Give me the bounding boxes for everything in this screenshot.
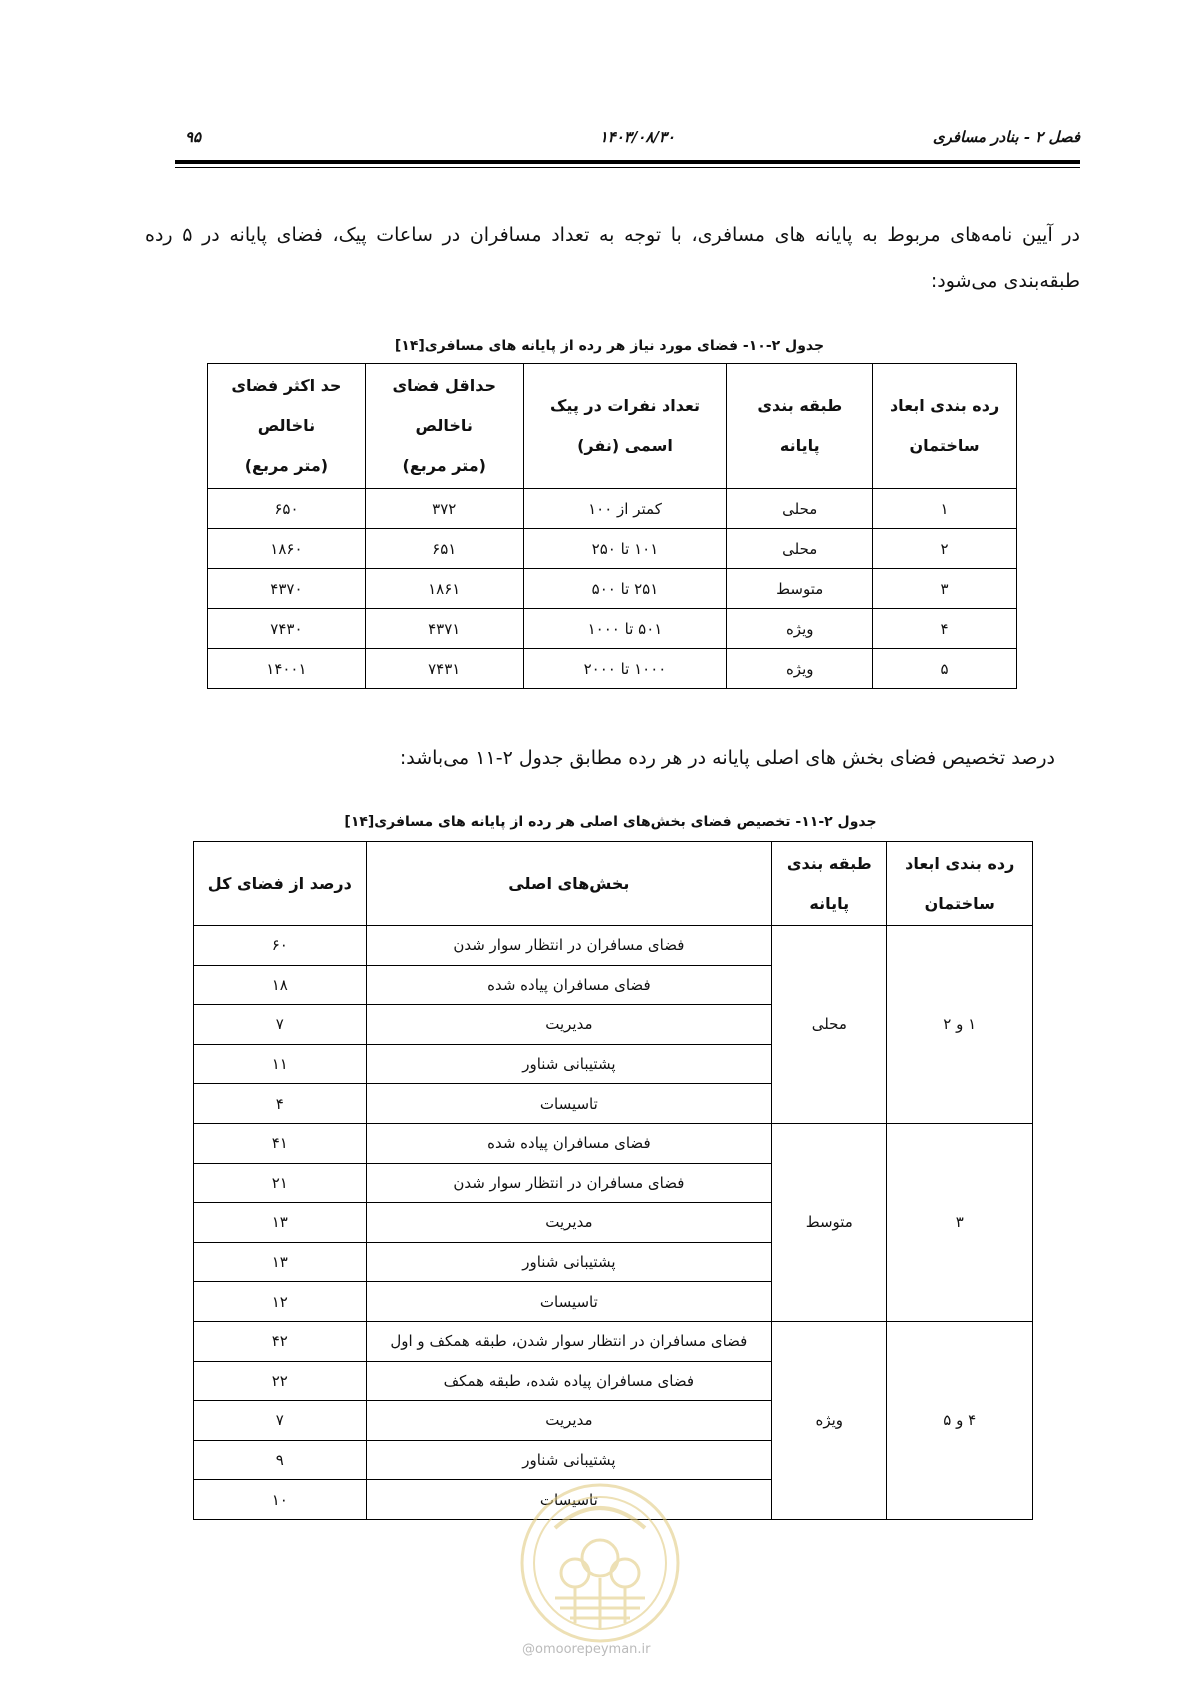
header-row [208,364,1017,489]
header-cell [365,364,523,489]
section-cell: فضای مسافران پیاده شده، طبقه همکف [366,1361,771,1401]
table-row [194,926,1033,966]
header-text: طبقه بندی [757,396,843,415]
section-cell: مدیریت [366,1401,771,1441]
section-cell: فضای مسافران در انتظار سوار شدن، طبقه همکف و اول [366,1321,771,1361]
percent-cell: ۱۸ [194,965,367,1005]
header-cell [873,364,1017,489]
header-text: پایانه [779,436,820,455]
header-text: حد اکثر فضای [231,376,342,395]
section-cell: مدیریت [366,1203,771,1243]
header-text: رده بندی ابعاد [905,853,1015,873]
table-cell: ۷۴۳۱ [365,649,523,689]
header-cell [772,842,887,926]
section-cell: تاسیسات [366,1480,771,1520]
header-rule-thick [175,160,1080,164]
allocation-paragraph: درصد تخصیص فضای بخش های اصلی پایانه در هر رده مطابق جدول ۲-۱۱ می‌باشد: [399,747,1055,769]
percent-cell: ۷ [194,1401,367,1441]
percent-cell: ۶۰ [194,926,367,966]
header-cell [727,364,873,489]
table-cell: ویژه [727,609,873,649]
section-cell: تاسیسات [366,1084,771,1124]
section-cell: فضای مسافران پیاده شده [366,1123,771,1163]
space-allocation-table [193,841,1033,1520]
section-cell: فضای مسافران در انتظار سوار شدن [366,1163,771,1203]
table-row [208,529,1017,569]
header-text: رده بندی ابعاد [889,396,1000,415]
percent-cell: ۲۲ [194,1361,367,1401]
header-text: حداقل فضای [392,376,496,395]
percent-cell: ۱۲ [194,1282,367,1322]
section-cell: مدیریت [366,1005,771,1045]
class-cell: ۴ و ۵ [887,1321,1033,1519]
table-cell: ۵ [873,649,1017,689]
header-date: ۱۴۰۳/۰۸/۳۰ [599,128,675,146]
chapter-title: فصل ۲ - بنادر مسافری [932,128,1080,146]
percent-cell: ۱۱ [194,1044,367,1084]
watermark-handle: @omoorepeyman.ir [522,1642,651,1657]
table2-caption: جدول ۲-۱۱- تخصیص فضای بخش‌های اصلی هر رده از پایانه های مسافری[۱۴] [344,814,877,830]
table-cell: ۳۷۲ [365,489,523,529]
table-cell: ۱۸۶۰ [208,529,366,569]
table-cell: محلی [727,489,873,529]
header-text: (متر مربع) [402,456,486,475]
percent-cell: ۲۱ [194,1163,367,1203]
header-cell [523,364,727,489]
table2-header [194,842,1033,926]
table-cell: ۶۵۱ [365,529,523,569]
type-cell: ویژه [772,1321,887,1519]
table1-caption: جدول ۲-۱۰- فضای مورد نیاز هر رده از پایانه های مسافری[۱۴] [394,338,825,354]
table-cell: ۱۰۰۰ تا ۲۰۰۰ [523,649,727,689]
header-rule-thin [175,167,1080,168]
section-cell: تاسیسات [366,1282,771,1322]
percent-cell: ۴۲ [194,1321,367,1361]
header-text: بخش‌های اصلی [508,873,630,893]
header-text: اسمی (نفر) [577,436,673,455]
intro-paragraph: در آیین نامه‌های مربوط به پایانه های مسافری، با توجه به تعداد مسافران در ساعات پیک، فضای پایانه در ۵ رده طبقه‌بندی می‌شود: [145,224,1080,292]
percent-cell: ۱۳ [194,1242,367,1282]
class-cell: ۱ و ۲ [887,926,1033,1124]
header-text: تعداد نفرات در پیک [549,396,701,415]
percent-cell: ۷ [194,1005,367,1045]
table-cell: ۵۰۱ تا ۱۰۰۰ [523,609,727,649]
percent-cell: ۴ [194,1084,367,1124]
header-text: ساختمان [924,893,995,913]
header-row [194,842,1033,926]
section-cell: فضای مسافران در انتظار سوار شدن [366,926,771,966]
watermark-logo-icon [515,1478,685,1648]
type-cell: محلی [772,926,887,1124]
section-cell: پشتیبانی شناور [366,1242,771,1282]
section-cell: پشتیبانی شناور [366,1440,771,1480]
header-cell [208,364,366,489]
percent-cell: ۱۰ [194,1480,367,1520]
terminal-space-table [207,363,1017,689]
table-row [208,569,1017,609]
table-row [208,609,1017,649]
table1-body [208,489,1017,689]
table-cell: ۲۵۱ تا ۵۰۰ [523,569,727,609]
table-cell: ۷۴۳۰ [208,609,366,649]
table-cell: ۴۳۷۱ [365,609,523,649]
table-row [194,1123,1033,1163]
page-header [175,128,1080,152]
table-row [208,489,1017,529]
table1-header [208,364,1017,489]
table-cell: ۱۸۶۱ [365,569,523,609]
table-cell: ۱۴۰۰۱ [208,649,366,689]
table-cell: ویژه [727,649,873,689]
percent-cell: ۱۳ [194,1203,367,1243]
header-text: ساختمان [909,436,980,455]
percent-cell: ۴۱ [194,1123,367,1163]
table2-body [194,926,1033,1520]
table-cell: ۱ [873,489,1017,529]
page-number: ۹۵ [185,128,202,146]
table-cell: کمتر از ۱۰۰ [523,489,727,529]
table-cell: ۴ [873,609,1017,649]
section-cell: فضای مسافران پیاده شده [366,965,771,1005]
type-cell: متوسط [772,1123,887,1321]
header-text: طبقه بندی [786,853,872,873]
table-cell: ۲ [873,529,1017,569]
header-text: (متر مربع) [244,456,329,475]
header-text: ناخالص [257,416,316,435]
table-row [208,649,1017,689]
header-cell [366,842,771,926]
section-cell: پشتیبانی شناور [366,1044,771,1084]
table-cell: ۴۳۷۰ [208,569,366,609]
table-cell: ۶۵۰ [208,489,366,529]
header-cell [194,842,367,926]
table-cell: ۳ [873,569,1017,609]
header-text: ناخالص [415,416,473,435]
header-cell [887,842,1033,926]
class-cell: ۳ [887,1123,1033,1321]
table-cell: ۱۰۱ تا ۲۵۰ [523,529,727,569]
table-cell: محلی [727,529,873,569]
header-text: پایانه [809,893,850,913]
table-cell: متوسط [727,569,873,609]
table-row [194,1321,1033,1361]
percent-cell: ۹ [194,1440,367,1480]
header-text: درصد از فضای کل [207,873,352,893]
